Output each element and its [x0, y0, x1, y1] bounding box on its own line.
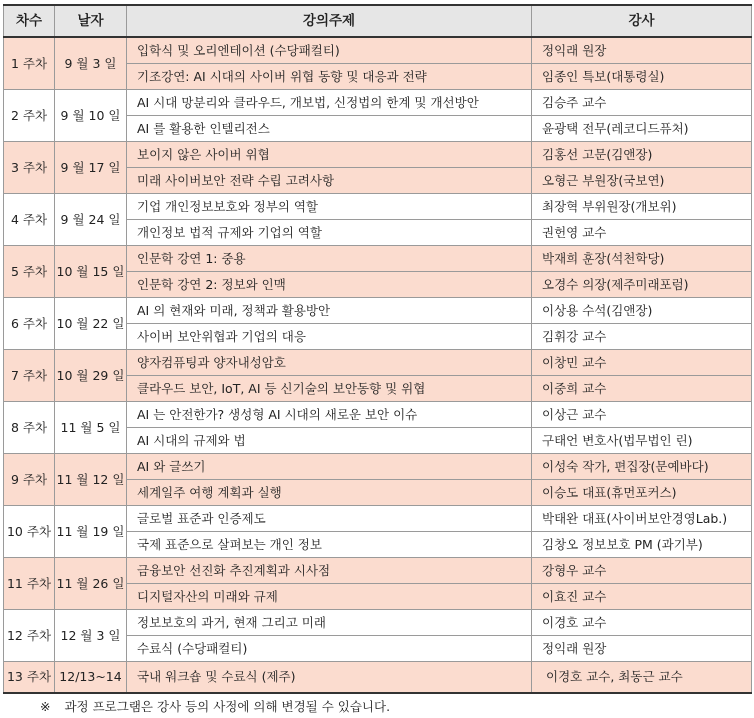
topic-cell: AI 와 글쓰기 — [127, 454, 532, 480]
schedule-row — [4, 402, 752, 428]
topic-cell: 보이지 않은 사이버 위협 — [127, 142, 532, 168]
week-cell: 13 주차 — [4, 662, 55, 694]
lecturer-cell: 이효진 교수 — [532, 584, 752, 610]
date-cell: 11 월 26 일 — [55, 558, 127, 610]
date-cell: 9 월 10 일 — [55, 90, 127, 142]
note-text: 과정 프로그램은 강사 등의 사정에 의해 변경될 수 있습니다. — [64, 699, 391, 714]
topic-cell: 미래 사이버보안 전략 수립 고려사항 — [127, 168, 532, 194]
lecturer-cell: 김창오 정보보호 PM (과기부) — [532, 532, 752, 558]
schedule-row — [4, 298, 752, 324]
lecturer-cell: 오경수 의장(제주미래포럼) — [532, 272, 752, 298]
topic-cell: 수료식 (수당패컬티) — [127, 636, 532, 662]
topic-cell: 양자컴퓨팅과 양자내성암호 — [127, 350, 532, 376]
date-cell: 10 월 29 일 — [55, 350, 127, 402]
topic-cell: 국내 워크숍 및 수료식 (제주) — [127, 662, 532, 694]
schedule-row — [4, 662, 752, 694]
topic-cell: 글로벌 표준과 인증제도 — [127, 506, 532, 532]
topic-cell: 세계일주 여행 계획과 실행 — [127, 480, 532, 506]
topic-cell: 인문학 강연 1: 중용 — [127, 246, 532, 272]
topic-cell: 개인정보 법적 규제와 기업의 역할 — [127, 220, 532, 246]
date-cell: 9 월 24 일 — [55, 194, 127, 246]
schedule-row — [4, 558, 752, 584]
lecturer-cell: 강형우 교수 — [532, 558, 752, 584]
week-cell: 7 주차 — [4, 350, 55, 402]
week-cell: 3 주차 — [4, 142, 55, 194]
week-header: 차수 — [4, 5, 55, 37]
lecturer-cell: 김홍선 고문(김앤장) — [532, 142, 752, 168]
topic-cell: 국제 표준으로 살펴보는 개인 정보 — [127, 532, 532, 558]
topic-cell: 디지털자산의 미래와 규제 — [127, 584, 532, 610]
topic-cell: 기조강연: AI 시대의 사이버 위협 동향 및 대응과 전략 — [127, 64, 532, 90]
schedule-row — [4, 454, 752, 480]
lecturer-cell: 정익래 원장 — [532, 37, 752, 64]
topic-cell: 금융보안 선진화 추진계획과 시사점 — [127, 558, 532, 584]
lecturer-cell: 윤광택 전무(레코디드퓨처) — [532, 116, 752, 142]
week-cell: 4 주차 — [4, 194, 55, 246]
date-cell: 11 월 19 일 — [55, 506, 127, 558]
lecturer-cell: 정익래 원장 — [532, 636, 752, 662]
lecturer-cell: 이성숙 작가, 편집장(문예바다) — [532, 454, 752, 480]
week-cell: 5 주차 — [4, 246, 55, 298]
schedule-row — [4, 610, 752, 636]
lecturer-cell: 이중희 교수 — [532, 376, 752, 402]
topic-cell: 입학식 및 오리엔테이션 (수당패컬티) — [127, 37, 532, 64]
lecturer-cell: 이창민 교수 — [532, 350, 752, 376]
week-cell: 6 주차 — [4, 298, 55, 350]
topic-cell: AI 시대의 규제와 법 — [127, 428, 532, 454]
schedule-row — [4, 506, 752, 532]
date-cell: 12 월 3 일 — [55, 610, 127, 662]
schedule-row — [4, 246, 752, 272]
week-cell: 1 주차 — [4, 37, 55, 90]
topic-cell: AI 시대 망분리와 클라우드, 개보법, 신정법의 한계 및 개선방안 — [127, 90, 532, 116]
lecturer-cell: 이경호 교수, 최동근 교수 — [532, 662, 752, 694]
topic-cell: 클라우드 보안, IoT, AI 등 신기술의 보안동향 및 위협 — [127, 376, 532, 402]
schedule-row — [4, 194, 752, 220]
date-cell: 10 월 15 일 — [55, 246, 127, 298]
date-cell: 11 월 12 일 — [55, 454, 127, 506]
topic-cell: 정보보호의 과거, 현재 그리고 미래 — [127, 610, 532, 636]
topic-header: 강의주제 — [127, 5, 532, 37]
header-row — [4, 5, 752, 37]
schedule-body — [4, 37, 752, 693]
lecturer-cell: 권헌영 교수 — [532, 220, 752, 246]
lecturer-cell: 이상근 교수 — [532, 402, 752, 428]
lecturer-cell: 김승주 교수 — [532, 90, 752, 116]
lecturer-cell: 김휘강 교수 — [532, 324, 752, 350]
topic-cell: 기업 개인정보보호와 정부의 역할 — [127, 194, 532, 220]
week-cell: 10 주차 — [4, 506, 55, 558]
week-cell: 11 주차 — [4, 558, 55, 610]
date-cell: 9 월 17 일 — [55, 142, 127, 194]
schedule-row — [4, 142, 752, 168]
lecturer-cell: 오형근 부원장(국보연) — [532, 168, 752, 194]
schedule-table — [3, 4, 752, 694]
topic-cell: AI 의 현재와 미래, 정책과 활용방안 — [127, 298, 532, 324]
schedule-row — [4, 90, 752, 116]
footnote — [40, 697, 390, 715]
week-cell: 9 주차 — [4, 454, 55, 506]
week-cell: 2 주차 — [4, 90, 55, 142]
schedule-row — [4, 37, 752, 64]
topic-cell: 사이버 보안위협과 기업의 대응 — [127, 324, 532, 350]
date-cell: 10 월 22 일 — [55, 298, 127, 350]
date-cell: 9 월 3 일 — [55, 37, 127, 90]
lecturer-cell: 임종인 특보(대통령실) — [532, 64, 752, 90]
lecturer-header: 강사 — [532, 5, 752, 37]
topic-cell: 인문학 강연 2: 정보와 인맥 — [127, 272, 532, 298]
lecturer-cell: 이상용 수석(김앤장) — [532, 298, 752, 324]
topic-cell: AI 를 활용한 인텔리전스 — [127, 116, 532, 142]
note-symbol: ※ — [40, 699, 51, 714]
lecturer-cell: 박태완 대표(사이버보안경영Lab.) — [532, 506, 752, 532]
lecturer-cell: 이승도 대표(휴먼포커스) — [532, 480, 752, 506]
date-cell: 12/13~14 — [55, 662, 127, 694]
lecturer-cell: 박재희 훈장(석천학당) — [532, 246, 752, 272]
date-header: 날자 — [55, 5, 127, 37]
date-cell: 11 월 5 일 — [55, 402, 127, 454]
lecturer-cell: 이경호 교수 — [532, 610, 752, 636]
lecturer-cell: 최장혁 부위원장(개보위) — [532, 194, 752, 220]
week-cell: 8 주차 — [4, 402, 55, 454]
lecturer-cell: 구태언 변호사(법무법인 린) — [532, 428, 752, 454]
topic-cell: AI 는 안전한가? 생성형 AI 시대의 새로운 보안 이슈 — [127, 402, 532, 428]
week-cell: 12 주차 — [4, 610, 55, 662]
schedule-row — [4, 350, 752, 376]
